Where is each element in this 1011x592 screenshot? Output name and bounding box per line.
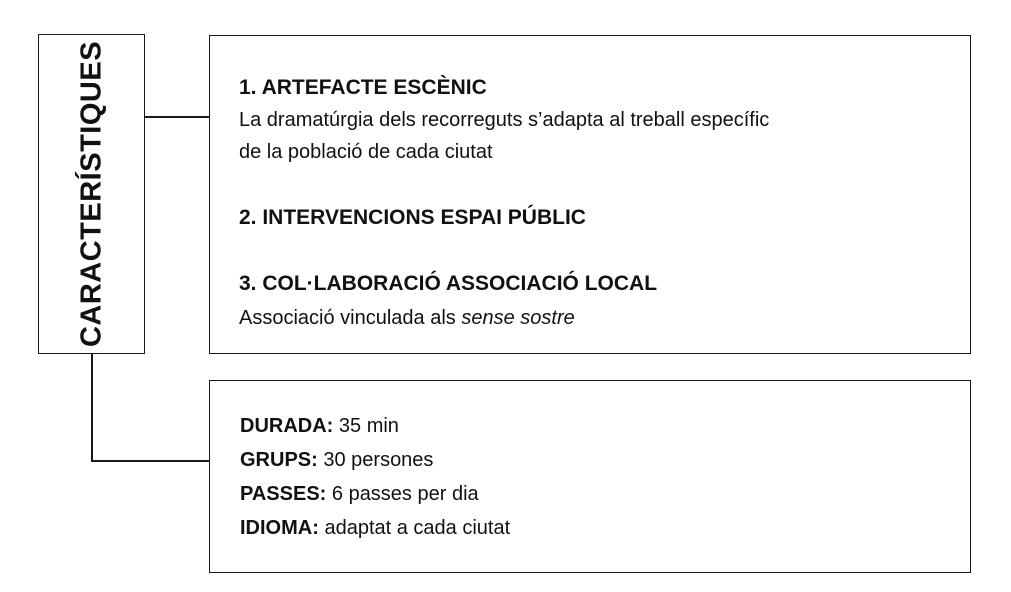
- title-box: [38, 34, 145, 354]
- detail-label: GRUPS:: [240, 449, 318, 471]
- detail-value: 35 min: [333, 415, 399, 437]
- detail-row-duration: [240, 410, 399, 442]
- feature-1-line-2: de la població de cada ciutat: [239, 141, 493, 163]
- detail-row-language: [240, 512, 510, 544]
- detail-value: adaptat a cada ciutat: [318, 517, 511, 539]
- feature-1-line-1: La dramatúrgia dels recorreguts s’adapta al treball específic: [239, 109, 770, 131]
- details-box: [209, 380, 971, 573]
- detail-label: PASSES:: [240, 483, 327, 505]
- feature-3-heading: 3. COL·LABORACIÓ ASSOCIACIÓ LOCAL: [239, 272, 658, 295]
- feature-3-line-emphasis: sense sostre: [461, 307, 575, 329]
- feature-3-line-prefix: Associació vinculada als: [239, 307, 462, 329]
- connector-to-features: [145, 116, 209, 118]
- detail-label: IDIOMA:: [240, 517, 319, 539]
- feature-1-heading: 1. ARTEFACTE ESCÈNIC: [239, 76, 487, 99]
- detail-value: 30 persones: [317, 449, 434, 471]
- feature-3-line: [239, 302, 575, 334]
- feature-2-heading: 2. INTERVENCIONS ESPAI PÚBLIC: [239, 206, 586, 229]
- detail-label: DURADA:: [240, 415, 334, 437]
- connector-vertical: [91, 354, 93, 461]
- diagram-title: CARACTERÍSTIQUES: [75, 40, 107, 348]
- detail-value: 6 passes per dia: [326, 483, 479, 505]
- connector-to-details: [91, 460, 209, 462]
- detail-row-groups: [240, 444, 433, 476]
- detail-row-passes: [240, 478, 479, 510]
